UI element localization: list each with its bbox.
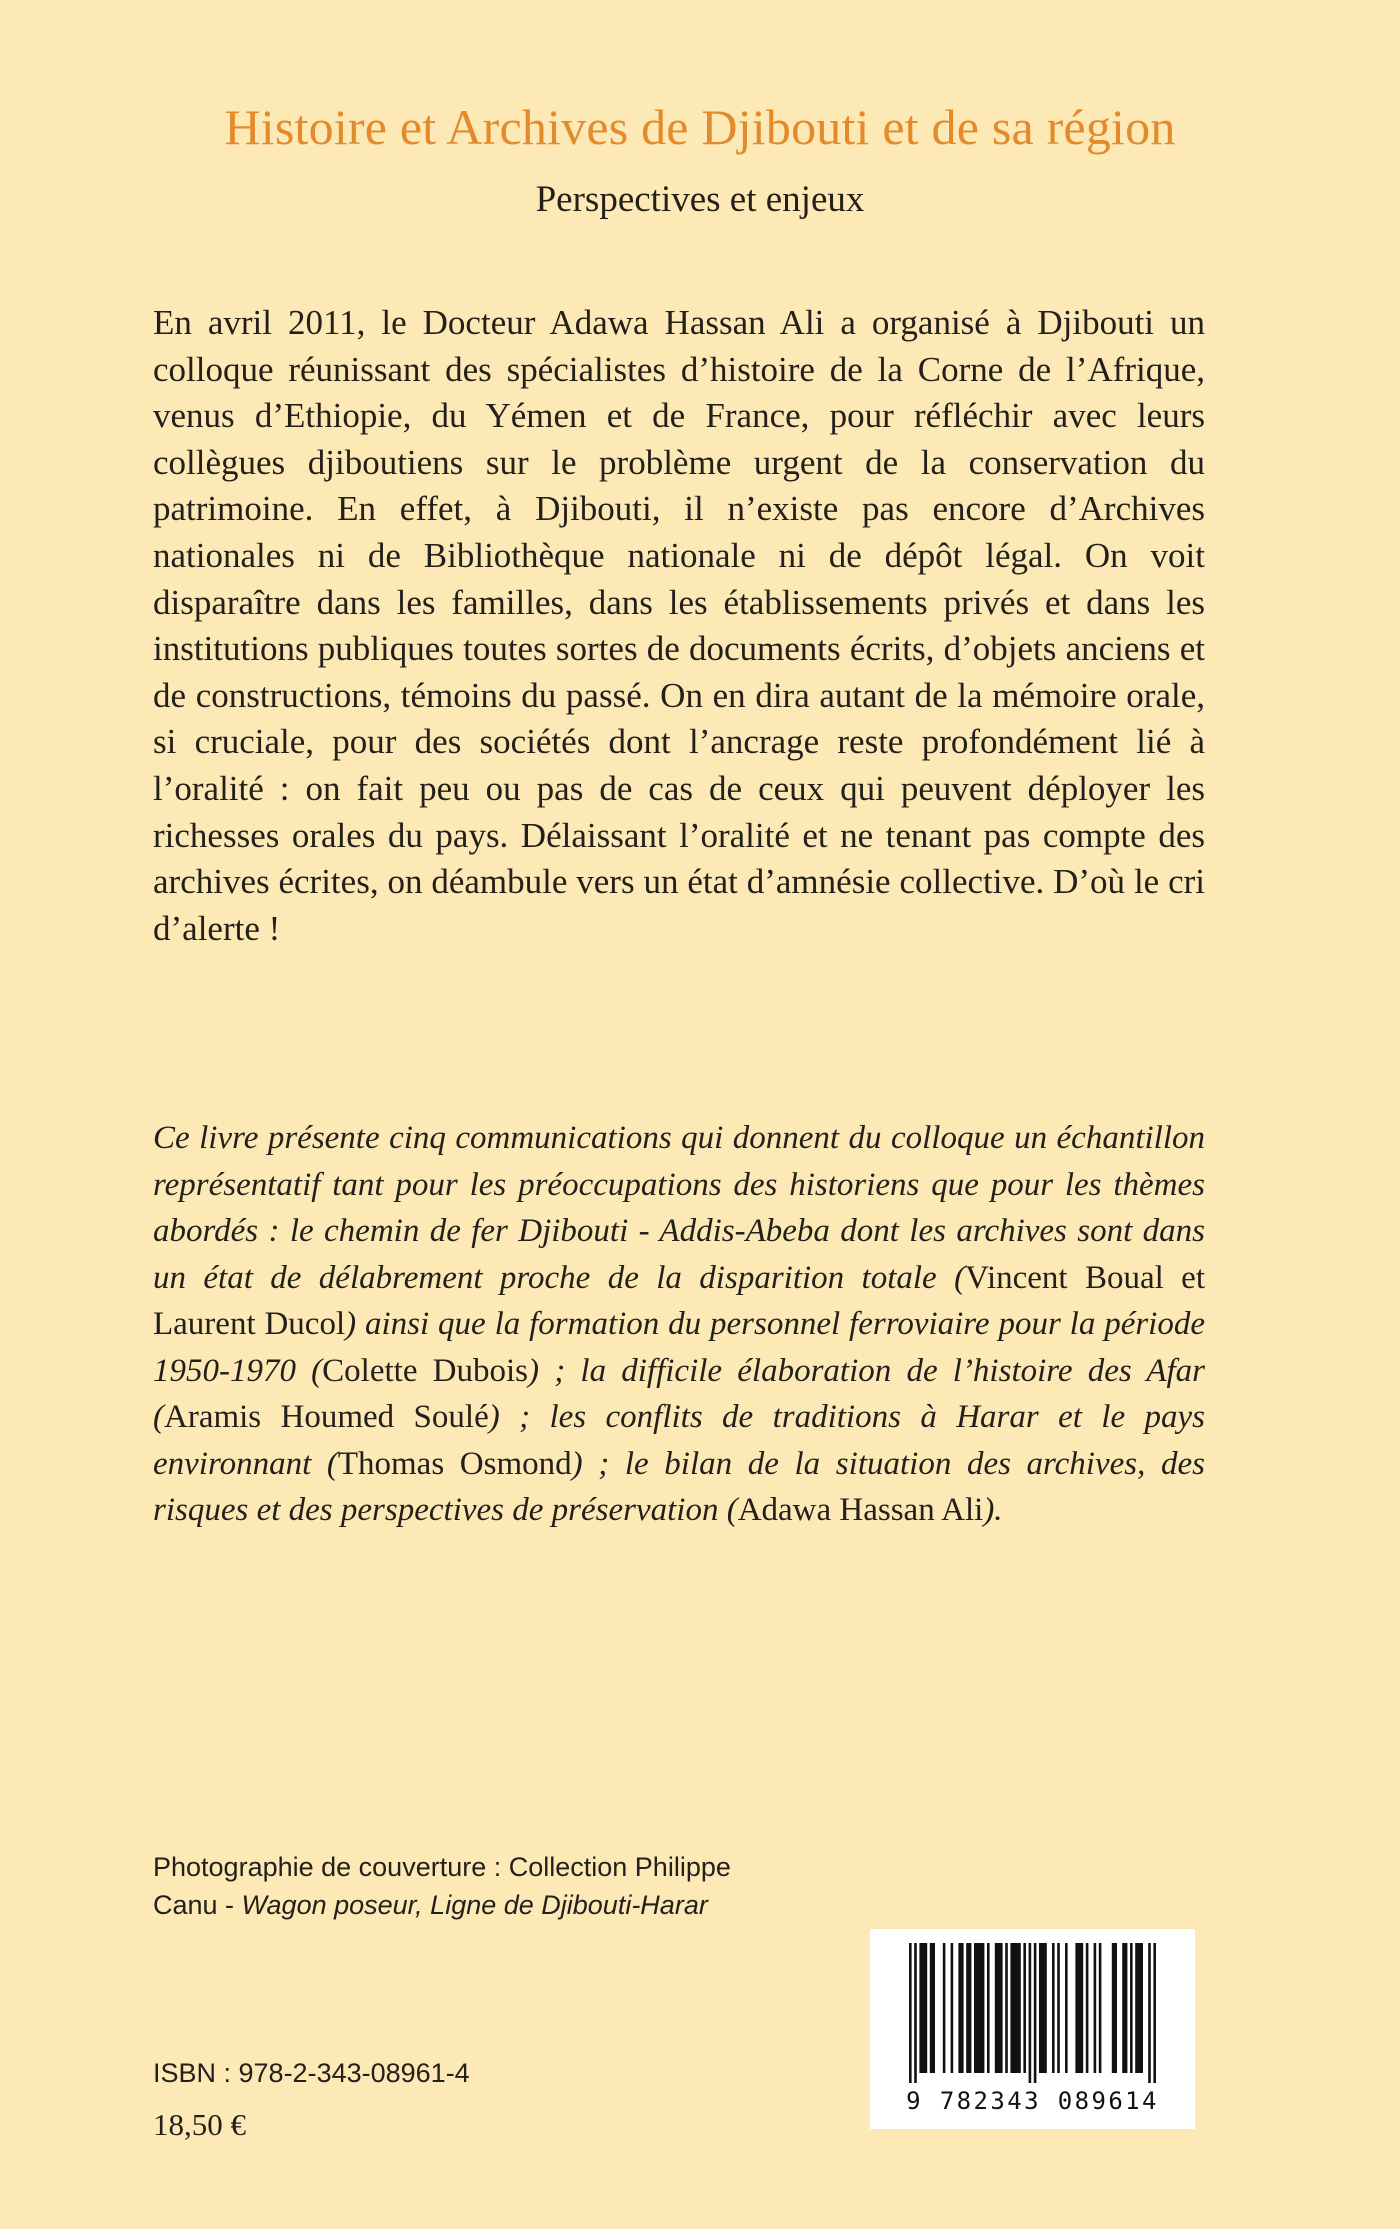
credits-label: Photographie de couverture : Collection Philippe Canu bbox=[153, 1852, 731, 1920]
summary-text: ) ; le bilan de la situation des archives, des risques et des perspectives de préservation ( bbox=[153, 1445, 1205, 1528]
photo-credits bbox=[153, 1848, 733, 1924]
isbn: ISBN : 978-2-343-08961-4 bbox=[153, 2058, 470, 2088]
summary-text: ) ; les conflits de traditions à Harar et le pays environnant ( bbox=[153, 1399, 1205, 1482]
credits-caption: Wagon poseur, Ligne de Djibouti-Harar bbox=[241, 1890, 708, 1920]
barcode-bar bbox=[1075, 1943, 1083, 2073]
barcode-bar bbox=[974, 1943, 984, 2073]
credits-separator: - bbox=[217, 1890, 242, 1920]
author-name: Aramis Houmed Soulé bbox=[164, 1399, 489, 1435]
barcode-bar bbox=[1153, 1943, 1156, 2083]
barcode-bar bbox=[1023, 1943, 1026, 2073]
barcode-digits: 9 782343 089614 bbox=[906, 2087, 1159, 2115]
barcode-bar bbox=[919, 1943, 927, 2073]
barcode-bar bbox=[909, 1943, 912, 2083]
book-subtitle: Perspectives et enjeux bbox=[535, 179, 865, 220]
barcode-bar bbox=[1029, 1943, 1032, 2083]
barcode-bar bbox=[1099, 1943, 1102, 2073]
barcode-bar bbox=[1122, 1943, 1127, 2073]
barcode-bar bbox=[1112, 1943, 1117, 2073]
book-title: Histoire et Archives de Djibouti et de sa région bbox=[224, 99, 1176, 155]
author-name: Adawa Hassan Ali bbox=[737, 1492, 984, 1528]
barcode-bar bbox=[1148, 1943, 1151, 2083]
summary-paragraph bbox=[153, 1115, 1205, 1534]
barcode-bar bbox=[1052, 1943, 1055, 2073]
barcode-bar bbox=[966, 1943, 971, 2073]
barcode-bar bbox=[1130, 1943, 1133, 2073]
barcode-bar bbox=[987, 1943, 990, 2073]
summary-text: ) ; la difficile élaboration de l’histoire des Afar ( bbox=[153, 1352, 1205, 1435]
barcode-bar bbox=[1039, 1943, 1047, 2073]
summary-text: ). bbox=[983, 1492, 1003, 1528]
barcode-bar bbox=[1135, 1943, 1143, 2073]
price: 18,50 € bbox=[153, 2107, 246, 2142]
barcode-bar bbox=[958, 1943, 963, 2073]
barcode-bar bbox=[1005, 1943, 1008, 2073]
barcode-bar bbox=[1086, 1943, 1089, 2073]
author-name: Thomas Osmond bbox=[337, 1445, 572, 1482]
barcode-bar bbox=[995, 1943, 1003, 2073]
barcode-bar bbox=[1065, 1943, 1068, 2073]
author-name: Colette Dubois bbox=[322, 1352, 529, 1389]
barcode-bar bbox=[1057, 1943, 1060, 2073]
summary-text: Ce livre présente cinq communications qui donnent du colloque un échantillon représentatif tant pour les préoccupations des historiens que pour les thèmes abordés : le chemin de fer Djibouti - Addis-Abeba dont les archives sont dans un état de délabrement proche de la disparition totale ( bbox=[153, 1120, 1205, 1296]
summary-text: ) ainsi que la formation du personnel ferroviaire pour la période 1950-1970 ( bbox=[153, 1306, 1205, 1389]
barcode-bar bbox=[951, 1943, 954, 2073]
barcode-bar bbox=[1034, 1943, 1037, 2083]
author-name: Vincent Boual et Laurent Ducol bbox=[153, 1259, 1205, 1342]
barcode-bar bbox=[914, 1943, 917, 2083]
description-paragraph: En avril 2011, le Docteur Adawa Hassan Ali a organisé à Djibouti un colloque réunissant des spécialistes d’histoire de la Corne de l’Afrique, venus d’Ethiopie, du Yémen et de France, pour réfléchir avec leurs collègues djiboutiens sur le problème urgent de la conservation du patrimoine. En effet, à Djibouti, il n’existe pas encore d’Archives nationales ni de Bibliothèque nationale ni de dépôt légal. On voit disparaître dans les familles, dans les établissements privés et dans les institutions publiques toutes sortes de documents écrits, d’objets anciens et de constructions, témoins du passé. On en dira autant de la mémoire orale, si cruciale, pour des sociétés dont l’ancrage reste profondément lié à l’oralité : on fait peu ou pas de cas de ceux qui peuvent déployer les richesses orales du pays. Délaissant l’oralité et ne tenant pas compte des archives écrites, on déambule vers un état d’amnésie collective. D’où le cri d’alerte ! bbox=[153, 303, 1205, 948]
barcode-bar bbox=[930, 1943, 935, 2073]
barcode-bar bbox=[1010, 1943, 1020, 2073]
barcode-bar bbox=[943, 1943, 946, 2073]
barcode bbox=[870, 1929, 1195, 2129]
barcode-bars bbox=[870, 1929, 1195, 2089]
barcode-bar bbox=[1094, 1943, 1097, 2073]
